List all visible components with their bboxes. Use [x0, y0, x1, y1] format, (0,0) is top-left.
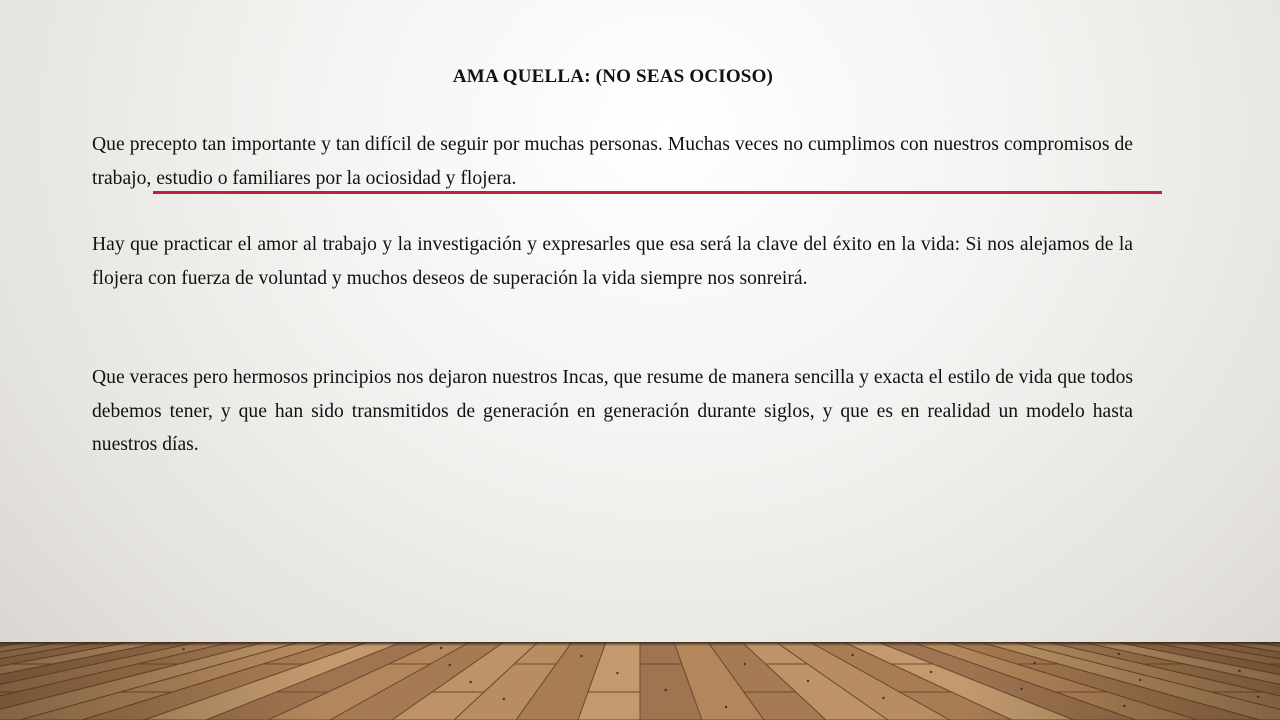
wood-floor-decoration: [0, 642, 1280, 720]
paragraph-3: Que veraces pero hermosos principios nos dejaron nuestros Incas, que resume de manera sencilla y exacta el estilo de vida que todos debemos tener, y que han sido transmitidos de generación en generación durante siglos, y que es en realidad un modelo hasta nuestros días.: [92, 367, 1133, 455]
paragraph-1: Que precepto tan importante y tan difícil de seguir por muchas personas. Muchas veces no cumplimos con nuestros compromisos de trabajo, estudio o familiares por la ociosidad y flojera.: [92, 134, 1133, 189]
paragraph-2: Hay que practicar el amor al trabajo y la investigación y expresarles que esa será la clave del éxito en la vida: Si nos alejamos de la flojera con fuerza de voluntad y muchos deseos de superación la vida siempre nos sonreirá.: [92, 234, 1133, 289]
accent-line: [153, 191, 1162, 194]
slide-title: AMA QUELLA: (NO SEAS OCIOSO): [452, 66, 774, 87]
